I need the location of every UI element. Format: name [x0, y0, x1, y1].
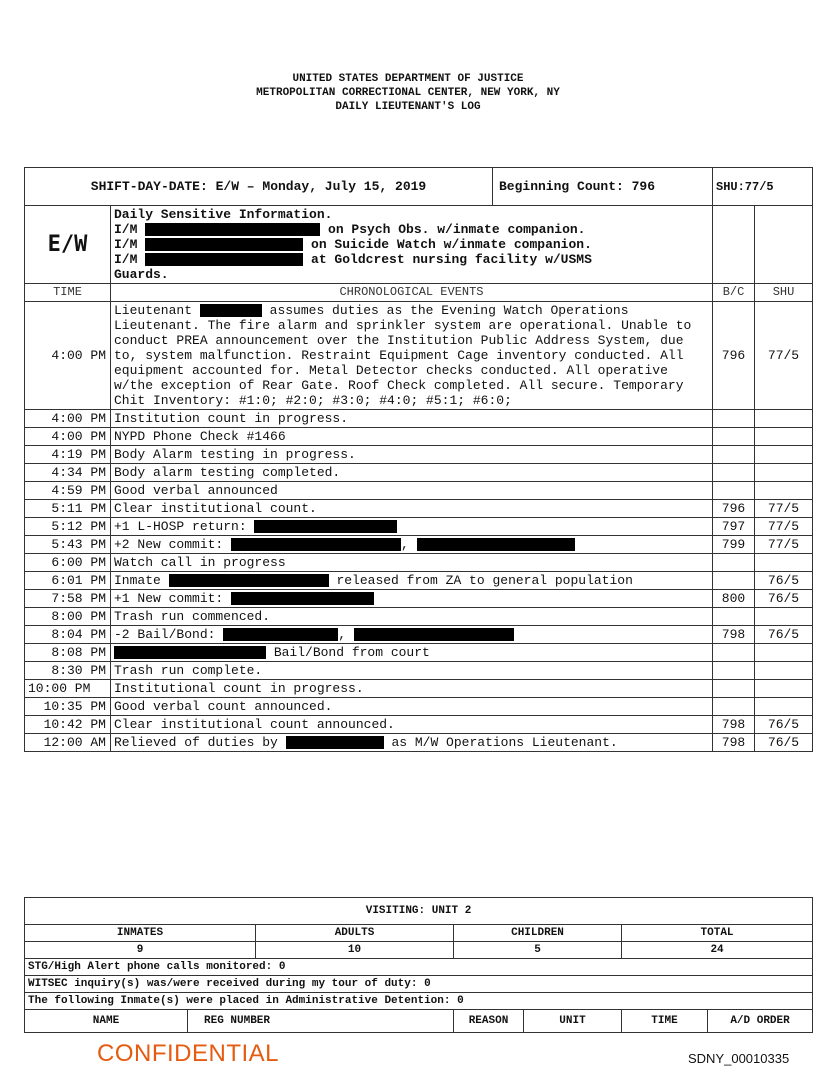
- lieutenant-log-table: [24, 167, 813, 752]
- redaction-block: [354, 628, 514, 641]
- entry-shu: 77/5: [755, 500, 813, 518]
- entry-bc: [713, 464, 755, 482]
- bates-number: SDNY_00010335: [688, 1051, 790, 1066]
- redaction-block: [231, 592, 374, 605]
- log-entry: [25, 464, 813, 482]
- entry-shu: 77/5: [755, 518, 813, 536]
- entry-text: as M/W Operations Lieutenant.: [391, 735, 618, 750]
- stg-row: [25, 959, 813, 976]
- redaction-block: [114, 646, 266, 659]
- document-header: [0, 72, 816, 114]
- redaction-block: [169, 574, 329, 587]
- entry-shu: 77/5: [755, 536, 813, 554]
- entry-event: [111, 644, 713, 662]
- entry-bc: 800: [713, 590, 755, 608]
- log-entry: [25, 662, 813, 680]
- visiting-values-row: [25, 942, 813, 959]
- col-name: NAME: [25, 1010, 188, 1033]
- witsec-row: [25, 976, 813, 993]
- entry-event: [111, 302, 713, 410]
- visiting-title: VISITING: UNIT 2: [25, 898, 813, 925]
- header-line-1: UNITED STATES DEPARTMENT OF JUSTICE: [292, 73, 524, 85]
- entry-event: [111, 536, 713, 554]
- visiting-title-row: [25, 898, 813, 925]
- log-entry: [25, 626, 813, 644]
- sensitive-line: [114, 237, 709, 252]
- col-time: TIME: [622, 1010, 708, 1033]
- inmates-label: INMATES: [25, 925, 256, 942]
- entry-time: 12:00 AM: [25, 734, 111, 752]
- entry-event: [111, 626, 713, 644]
- log-entry: [25, 518, 813, 536]
- log-entry: [25, 446, 813, 464]
- entry-time: 7:58 PM: [25, 590, 111, 608]
- shift-row: [25, 168, 813, 206]
- header-line-2: METROPOLITAN CORRECTIONAL CENTER, NEW YORK, NY: [256, 87, 560, 99]
- entry-bc: [713, 644, 755, 662]
- children-value: 5: [454, 942, 622, 959]
- entry-text: -2 Bail/Bond:: [114, 627, 216, 642]
- log-entry: [25, 716, 813, 734]
- entry-bc: [713, 446, 755, 464]
- entry-shu: [755, 428, 813, 446]
- entry-time: 10:35 PM: [25, 698, 111, 716]
- entry-time: 4:59 PM: [25, 482, 111, 500]
- entry-time: 5:43 PM: [25, 536, 111, 554]
- entry-lead: Lieutenant: [114, 303, 193, 318]
- entry-shu: [755, 482, 813, 500]
- sensitive-text: on Psych Obs. w/inmate companion.: [328, 222, 586, 237]
- redaction-block: [200, 304, 262, 317]
- sensitive-line: [114, 252, 709, 267]
- shift-day-date: SHIFT-DAY-DATE: E/W – Monday, July 15, 2019: [25, 168, 493, 206]
- entry-shu: 76/5: [755, 716, 813, 734]
- entry-event: Trash run commenced.: [111, 608, 713, 626]
- log-entry: [25, 734, 813, 752]
- redaction-block: [231, 538, 401, 551]
- entry-bc: [713, 608, 755, 626]
- entry-shu: [755, 662, 813, 680]
- adults-value: 10: [256, 942, 454, 959]
- admin-detention: The following Inmate(s) were placed in Administrative Detention: 0: [25, 993, 813, 1010]
- col-time: TIME: [25, 284, 111, 302]
- log-entry: [25, 680, 813, 698]
- sensitive-text: at Goldcrest nursing facility w/USMS: [311, 252, 592, 267]
- confidential-stamp: CONFIDENTIAL: [97, 1040, 280, 1067]
- sensitive-prefix: I/M: [114, 222, 138, 237]
- shu-count: SHU:77/5: [713, 168, 813, 206]
- children-label: CHILDREN: [454, 925, 622, 942]
- entry-bc: [713, 680, 755, 698]
- entry-text: assumes duties as the Evening Watch Operations Lieutenant. The fire alarm and sprinkler system are operational. Unable to conduct PREA announcement over the Institution Public Address System, due to, system malfunction. Restraint Equipment Cage inventory conducted. All equipment accounted for. Metal Detector checks conducted. All operative w/the exception of Rear Gate. Roof Check completed. All secure. Temporary Chit Inventory: #1:0; #2:0; #3:0; #4:0; #5:1; #6:0;: [114, 303, 692, 408]
- column-header-row: [25, 284, 813, 302]
- entry-event: [111, 590, 713, 608]
- col-shu: SHU: [755, 284, 813, 302]
- entry-text: ,: [401, 537, 409, 552]
- sensitive-line: Guards.: [114, 267, 169, 282]
- admin-detention-header: [25, 1010, 813, 1033]
- log-entry: [25, 482, 813, 500]
- entry-shu: [755, 464, 813, 482]
- entry-time: 10:00 PM: [25, 680, 111, 698]
- witsec-inquiries: WITSEC inquiry(s) was/were received during my tour of duty: 0: [25, 976, 813, 993]
- entry-event: Trash run complete.: [111, 662, 713, 680]
- sensitive-line: [114, 222, 709, 237]
- entry-shu: [755, 644, 813, 662]
- watch-code: E/W: [25, 206, 111, 284]
- entry-bc: [713, 410, 755, 428]
- entry-event: [111, 734, 713, 752]
- entry-bc: [713, 572, 755, 590]
- entry-event: Good verbal count announced.: [111, 698, 713, 716]
- log-entry: [25, 554, 813, 572]
- log-entry: [25, 608, 813, 626]
- sensitive-info-row: [25, 206, 813, 284]
- entry-bc: 798: [713, 734, 755, 752]
- entry-event: Good verbal announced: [111, 482, 713, 500]
- redaction-block: [145, 223, 320, 236]
- entry-bc: 796: [713, 302, 755, 410]
- entry-event: Body alarm testing completed.: [111, 464, 713, 482]
- empty-cell: [755, 206, 813, 284]
- entry-shu: [755, 554, 813, 572]
- entry-bc: [713, 428, 755, 446]
- entry-shu: [755, 680, 813, 698]
- entry-text: released from ZA to general population: [336, 573, 633, 588]
- entry-time: 8:30 PM: [25, 662, 111, 680]
- entry-event: Clear institutional count.: [111, 500, 713, 518]
- entry-shu: [755, 446, 813, 464]
- entry-bc: 798: [713, 716, 755, 734]
- entry-bc: [713, 482, 755, 500]
- entry-time: 5:11 PM: [25, 500, 111, 518]
- entry-shu: 77/5: [755, 302, 813, 410]
- log-entry: [25, 302, 813, 410]
- beginning-count: Beginning Count: 796: [493, 168, 713, 206]
- entry-time: 8:00 PM: [25, 608, 111, 626]
- entry-bc: [713, 662, 755, 680]
- col-reason: REASON: [454, 1010, 524, 1033]
- inmates-value: 9: [25, 942, 256, 959]
- total-label: TOTAL: [622, 925, 813, 942]
- redaction-block: [145, 253, 303, 266]
- entry-bc: 798: [713, 626, 755, 644]
- col-reg-number: REG NUMBER: [188, 1010, 454, 1033]
- entry-time: 5:12 PM: [25, 518, 111, 536]
- entry-text: +1 L-HOSP return:: [114, 519, 247, 534]
- entry-time: 4:34 PM: [25, 464, 111, 482]
- entry-time: 4:00 PM: [25, 428, 111, 446]
- redaction-block: [223, 628, 338, 641]
- entry-time: 4:00 PM: [25, 302, 111, 410]
- log-entry: [25, 428, 813, 446]
- sensitive-prefix: I/M: [114, 237, 138, 252]
- entry-time: 4:19 PM: [25, 446, 111, 464]
- log-entry: [25, 572, 813, 590]
- entry-time: 10:42 PM: [25, 716, 111, 734]
- redaction-block: [286, 736, 384, 749]
- entry-event: Body Alarm testing in progress.: [111, 446, 713, 464]
- sensitive-info: [111, 206, 713, 284]
- entry-text: Bail/Bond from court: [273, 645, 430, 660]
- entry-text: Inmate: [114, 573, 161, 588]
- col-ad-order: A/D ORDER: [708, 1010, 813, 1033]
- entry-event: Clear institutional count announced.: [111, 716, 713, 734]
- stg-calls: STG/High Alert phone calls monitored: 0: [25, 959, 813, 976]
- entry-event: [111, 518, 713, 536]
- entry-event: Institution count in progress.: [111, 410, 713, 428]
- entry-bc: 796: [713, 500, 755, 518]
- log-entry: [25, 644, 813, 662]
- col-bc: B/C: [713, 284, 755, 302]
- entry-event: NYPD Phone Check #1466: [111, 428, 713, 446]
- entry-bc: 799: [713, 536, 755, 554]
- adults-label: ADULTS: [256, 925, 454, 942]
- entry-event: Institutional count in progress.: [111, 680, 713, 698]
- entry-shu: 76/5: [755, 734, 813, 752]
- entry-time: 8:04 PM: [25, 626, 111, 644]
- entry-bc: 797: [713, 518, 755, 536]
- sensitive-prefix: I/M: [114, 252, 138, 267]
- sensitive-title: Daily Sensitive Information.: [114, 207, 333, 222]
- entry-shu: 76/5: [755, 590, 813, 608]
- entry-event: [111, 572, 713, 590]
- col-events: CHRONOLOGICAL EVENTS: [111, 284, 713, 302]
- redaction-block: [145, 238, 303, 251]
- entry-text: +1 New commit:: [114, 591, 224, 606]
- visiting-table: [24, 897, 813, 1033]
- empty-cell: [713, 206, 755, 284]
- entry-bc: [713, 554, 755, 572]
- entry-text: +2 New commit:: [114, 537, 224, 552]
- visiting-header-row: [25, 925, 813, 942]
- col-unit: UNIT: [524, 1010, 622, 1033]
- log-entry: [25, 536, 813, 554]
- redaction-block: [254, 520, 397, 533]
- entry-text: Relieved of duties by: [114, 735, 278, 750]
- entry-shu: [755, 698, 813, 716]
- redaction-block: [417, 538, 575, 551]
- log-entry: [25, 698, 813, 716]
- entry-time: 6:01 PM: [25, 572, 111, 590]
- entry-bc: [713, 698, 755, 716]
- entry-time: 4:00 PM: [25, 410, 111, 428]
- entry-text: ,: [338, 627, 347, 642]
- header-line-3: DAILY LIEUTENANT'S LOG: [335, 101, 481, 113]
- entry-shu: [755, 608, 813, 626]
- admin-detention-row: [25, 993, 813, 1010]
- sensitive-text: on Suicide Watch w/inmate companion.: [311, 237, 592, 252]
- entry-time: 8:08 PM: [25, 644, 111, 662]
- log-entry: [25, 590, 813, 608]
- entry-time: 6:00 PM: [25, 554, 111, 572]
- entry-shu: [755, 410, 813, 428]
- total-value: 24: [622, 942, 813, 959]
- entry-event: Watch call in progress: [111, 554, 713, 572]
- log-entry: [25, 410, 813, 428]
- entry-shu: 76/5: [755, 572, 813, 590]
- entry-shu: 76/5: [755, 626, 813, 644]
- log-entry: [25, 500, 813, 518]
